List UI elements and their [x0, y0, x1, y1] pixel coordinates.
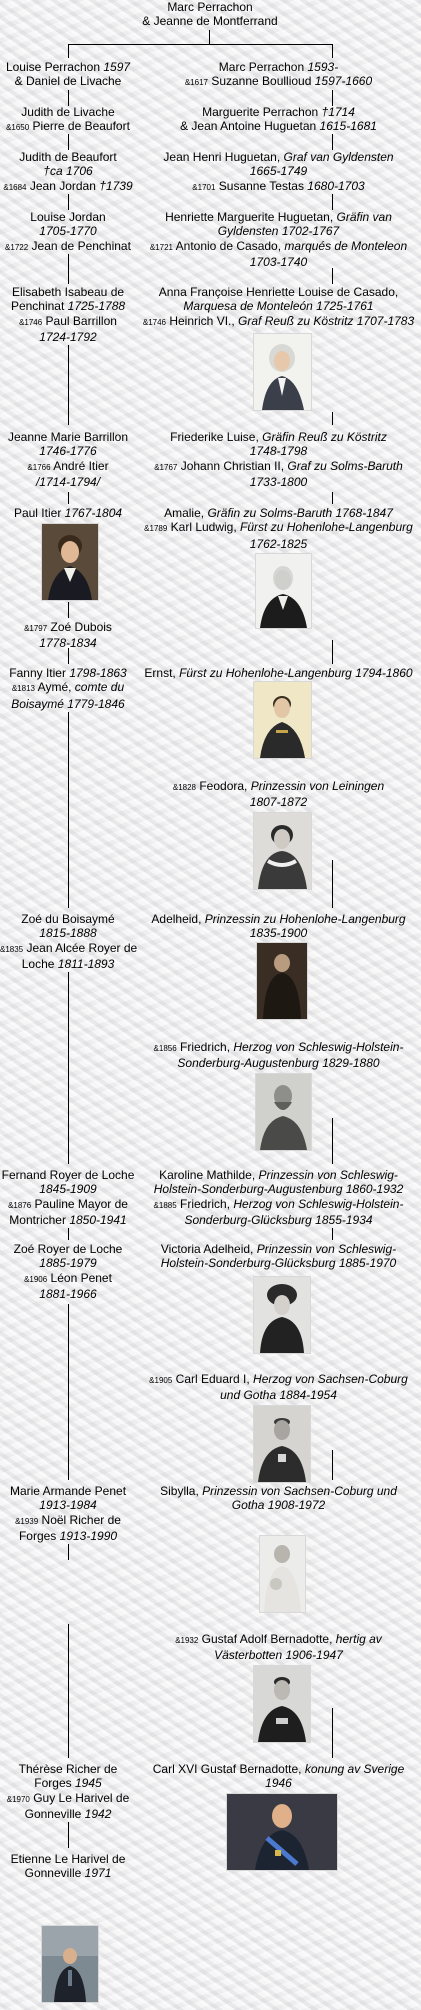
left-connector: [68, 1822, 69, 1848]
right-connector: [332, 1118, 333, 1164]
right-connector: [332, 492, 333, 504]
root-branch-line: [68, 44, 332, 45]
left-person: Fernand Royer de Loche 1845-1909 &1876 Pauline Mayor de Montricher 1850-1941: [1, 1168, 135, 1228]
portrait-image: [256, 942, 308, 1020]
root-connector: [209, 30, 210, 44]
left-connector: [68, 1228, 69, 1240]
right-connector: [332, 194, 333, 210]
right-person: Henriette Marguerite Huguetan, Gräfin van Gyldensten 1702-1767 &1721 Antonio de Casado, marqués de Monteleon 1703-1740: [149, 210, 408, 270]
left-connector: [68, 194, 69, 210]
portrait-image: [41, 1925, 99, 2003]
right-person: Friederike Luise, Gräfin Reuß zu Köstritz 1748-1798 &1767 Johann Christian II, Graf zu Solms-Baruth 1733-1800: [154, 430, 403, 490]
portrait-image: [226, 1793, 338, 1871]
right-connector: [332, 860, 333, 908]
left-person: Elisabeth Isabeau de Penchinat 1725-1788 &1746 Paul Barrillon 1724-1792: [10, 285, 126, 345]
right-person: Ernst, Fürst zu Hohenlohe-Langenburg 1794-1860: [144, 666, 413, 680]
portrait-image: [259, 1535, 306, 1613]
right-person: &1932 Gustaf Adolf Bernadotte, hertig av Västerbotten 1906-1947: [175, 1632, 382, 1663]
portrait-image: [255, 553, 312, 629]
left-person: Jeanne Marie Barrillon 1746-1776 &1766 André Itier /1714-1794/: [7, 430, 129, 490]
left-person: &1797 Zoé Dubois 1778-1834: [24, 620, 112, 651]
portrait-image: [253, 812, 312, 890]
right-person: &1905 Carl Eduard I, Herzog von Sachsen-Coburg und Gotha 1884-1954: [149, 1372, 408, 1403]
right-person: Adelheid, Prinzessin zu Hohenlohe-Langenburg 1835-1900: [151, 912, 406, 941]
right-connector: [332, 1450, 333, 1480]
right-person: Carl XVI Gustaf Bernadotte, konung av Sverige 1946: [152, 1762, 405, 1791]
portrait-image: [253, 1276, 311, 1354]
root-name-2: & Jeanne de Montferrand: [142, 14, 278, 29]
left-person: Paul Itier 1767-1804: [13, 506, 123, 520]
right-connector: [332, 90, 333, 106]
left-connector: [68, 972, 69, 1164]
left-person: Thérèse Richer de Forges 1945 &1970 Guy Le Harivel de Gonneville 1942: [6, 1762, 130, 1822]
right-person: Karoline Mathilde, Prinzessin von Schleswig- Holstein-Sonderburg-Augustenburg 1860-1932 &1885 Friedrich, Herzog von Schleswig-Holstein- Sonderburg-Glücksburg 1855-1934: [153, 1168, 404, 1228]
root-name-1: Marc Perrachon: [167, 0, 253, 14]
right-person: Marc Perrachon 1593- &1617 Suzanne Boullioud 1597-1660: [184, 60, 373, 89]
left-connector: [68, 345, 69, 425]
right-connector: [332, 134, 333, 150]
left-connector: [68, 712, 69, 908]
left-connector: [68, 1544, 69, 1560]
left-person: Fanny Itier 1798-1863 &1813 Aymé, comte du Boisaymé 1779-1846: [9, 666, 127, 711]
right-person: Anna Françoise Henriette Louise de Casado, Marquesa de Monteleón 1725-1761 &1746 Heinrich VI., Graf Reuß zu Köstritz 1707-1783: [142, 285, 415, 328]
right-person: Sibylla, Prinzessin von Sachsen-Coburg und Gotha 1908-1972: [160, 1484, 397, 1513]
left-connector: [68, 1304, 69, 1480]
right-person: &1828 Feodora, Prinzessin von Leiningen 1807-1872: [172, 779, 385, 810]
left-person: Etienne Le Harivel de Gonneville 1971: [10, 1852, 126, 1881]
left-connector: [68, 602, 69, 618]
right-person: Victoria Adelheid, Prinzessin von Schleswig- Holstein-Sonderburg-Glücksburg 1885-1970: [160, 1242, 397, 1271]
portrait-image: [253, 1405, 311, 1483]
portrait-image: [41, 523, 99, 601]
left-person: Judith de Livache &1650 Pierre de Beaufort: [6, 105, 130, 134]
portrait-image: [253, 1665, 311, 1743]
right-person: Jean Henri Huguetan, Graf van Gyldensten 1665-1749 &1701 Susanne Testas 1680-1703: [163, 150, 394, 193]
left-person: Marie Armande Penet 1913-1984 &1939 Noël Richer de Forges 1913-1990: [9, 1484, 127, 1544]
right-connector: [332, 1228, 333, 1240]
portrait-image: [253, 681, 312, 759]
right-connector: [332, 412, 333, 425]
right-connector: [332, 640, 333, 664]
portrait-image: [255, 1073, 312, 1151]
right-person: Amalie, Gräfin zu Solms-Baruth 1768-1847 &1789 Karl Ludwig, Fürst zu Hohenlohe-Langenburg 1762-1825: [144, 506, 413, 551]
root-couple: [110, 0, 310, 29]
left-person: Zoé du Boisaymé 1815-1888 &1835 Jean Alcée Royer de Loche 1811-1893: [0, 912, 138, 972]
right-connector: [332, 1708, 333, 1758]
left-person: Zoé Royer de Loche 1885-1979 &1906 Léon Penet 1881-1966: [13, 1242, 123, 1302]
left-connector: [68, 90, 69, 106]
left-branch-connector: [68, 44, 69, 58]
left-connector: [68, 1624, 69, 1758]
portrait-image: [253, 333, 312, 411]
left-connector: [68, 492, 69, 504]
right-person: Marguerite Perrachon †1714 & Jean Antoine Huguetan 1615-1681: [180, 105, 377, 134]
right-connector: [332, 268, 333, 284]
left-person: Louise Jordan 1705-1770 &1722 Jean de Penchinat: [5, 210, 131, 253]
left-person: Judith de Beaufort †ca 1706 &1684 Jean Jordan †1739: [3, 150, 133, 193]
left-connector: [68, 134, 69, 150]
right-branch-connector: [332, 44, 333, 58]
left-person: Louise Perrachon 1597 & Daniel de Livache: [5, 60, 131, 89]
right-person: &1856 Friedrich, Herzog von Schleswig-Holstein- Sonderburg-Augustenburg 1829-1880: [153, 1040, 404, 1071]
left-connector: [68, 254, 69, 284]
